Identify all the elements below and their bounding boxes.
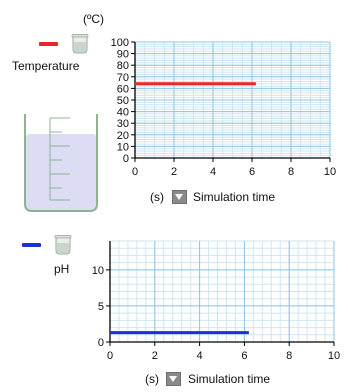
temperature-legend-label: Temperature bbox=[12, 59, 80, 73]
ph-legend-label: pH bbox=[54, 262, 70, 276]
ph-x-unit: (s) bbox=[145, 372, 159, 386]
x-tick-label: 0 bbox=[131, 166, 139, 178]
y-tick-label: 40 bbox=[116, 106, 129, 119]
y-tick-label: 60 bbox=[116, 83, 129, 96]
y-tick-label: 10 bbox=[116, 141, 129, 154]
temperature-unit-label: (ºC) bbox=[83, 12, 105, 26]
y-tick-label: 0 bbox=[122, 153, 129, 165]
temperature-time-dropdown[interactable] bbox=[172, 190, 187, 204]
y-tick-label: 0 bbox=[97, 337, 104, 349]
ph-chart bbox=[0, 210, 348, 392]
ph-time-dropdown[interactable] bbox=[166, 372, 181, 386]
x-tick-label: 2 bbox=[170, 166, 178, 178]
x-tick-label: 8 bbox=[286, 350, 293, 362]
x-tick-label: 4 bbox=[209, 166, 217, 178]
x-tick-label: 10 bbox=[323, 166, 337, 178]
x-tick-label: 2 bbox=[151, 350, 158, 362]
x-tick-label: 8 bbox=[287, 166, 295, 178]
y-tick-label: 50 bbox=[116, 95, 129, 107]
y-tick-label: 5 bbox=[97, 300, 104, 313]
x-tick-label: 10 bbox=[327, 350, 341, 362]
temperature-x-unit: (s) bbox=[150, 190, 164, 204]
y-tick-label: 100 bbox=[110, 37, 129, 49]
x-tick-label: 0 bbox=[106, 350, 114, 362]
y-tick-label: 80 bbox=[116, 60, 129, 73]
ph-x-title: Simulation time bbox=[188, 372, 271, 386]
x-tick-label: 6 bbox=[248, 166, 256, 178]
y-tick-label: 10 bbox=[91, 264, 104, 277]
temperature-x-title: Simulation time bbox=[193, 190, 276, 204]
y-tick-label: 90 bbox=[116, 48, 129, 61]
y-tick-label: 30 bbox=[116, 118, 129, 131]
x-tick-label: 6 bbox=[241, 350, 248, 362]
y-tick-label: 20 bbox=[116, 129, 129, 142]
x-tick-label: 4 bbox=[196, 350, 203, 362]
y-tick-label: 70 bbox=[116, 71, 129, 84]
